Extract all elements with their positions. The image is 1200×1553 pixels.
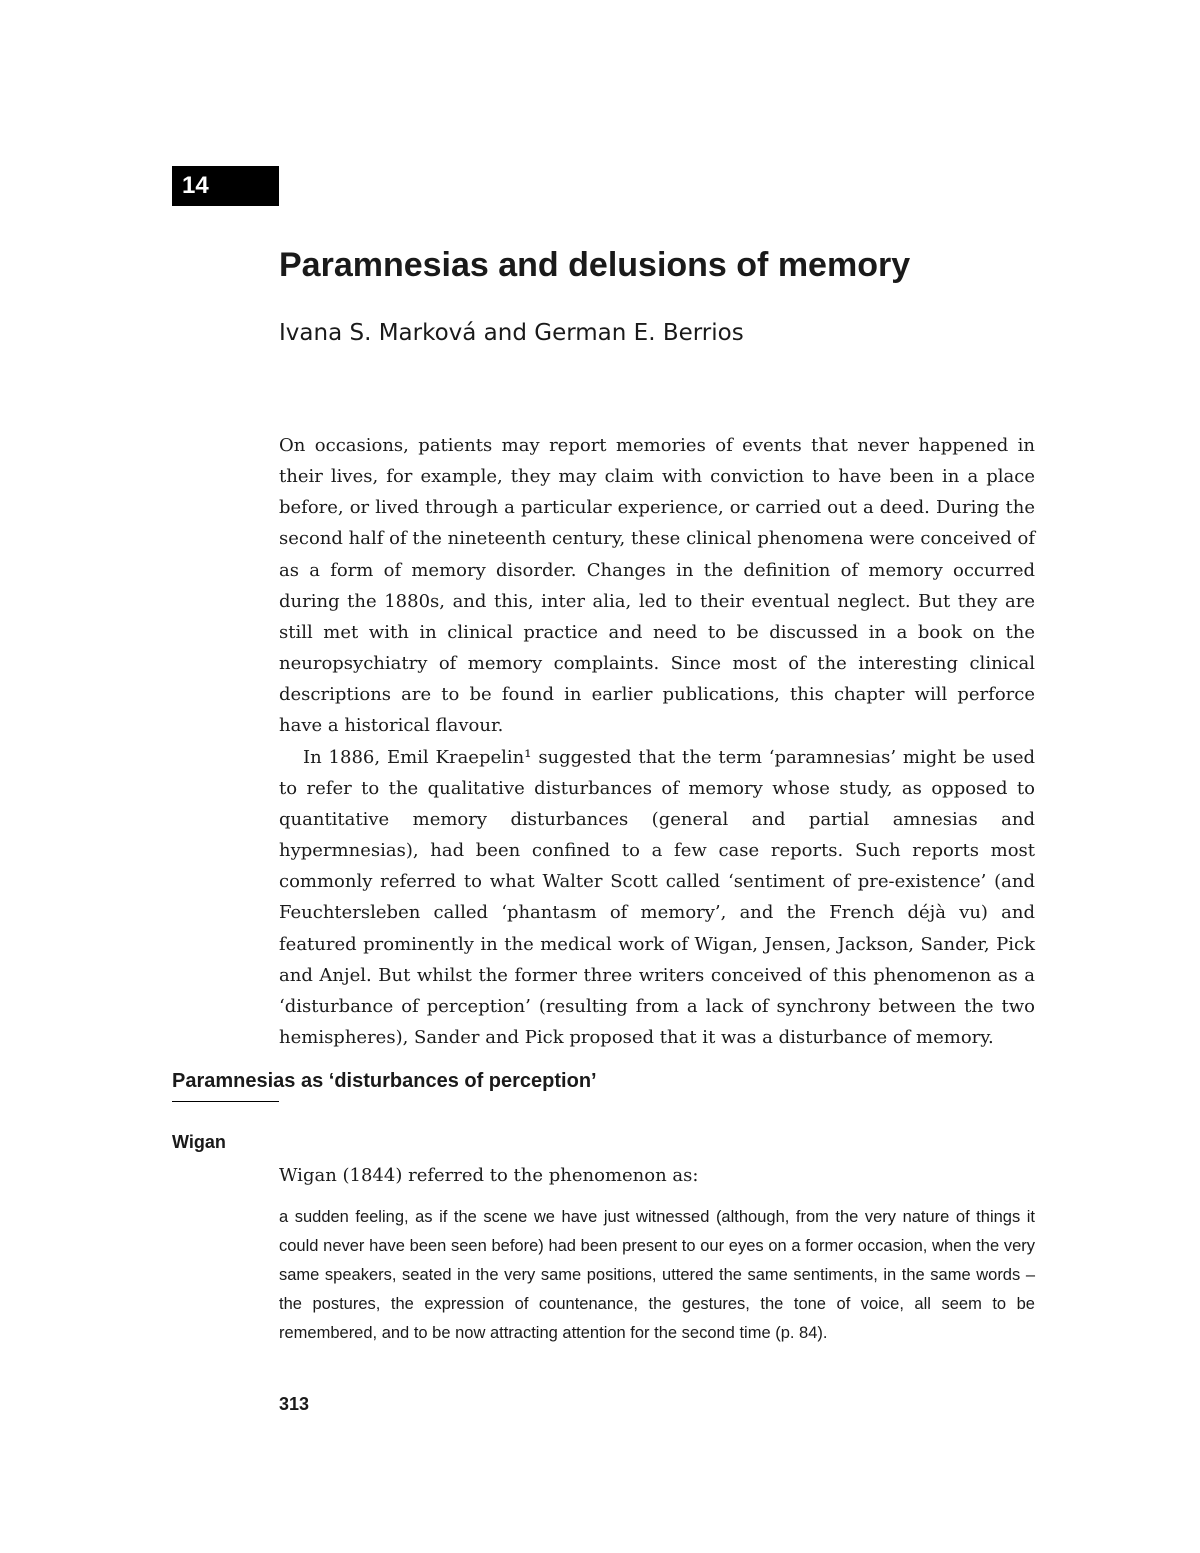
section-heading: Paramnesias as ‘disturbances of perception’ xyxy=(172,1070,597,1092)
chapter-number: 14 xyxy=(182,172,209,199)
quote-intro: Wigan (1844) referred to the phenomenon as: xyxy=(279,1165,699,1186)
chapter-number-badge xyxy=(172,166,279,206)
block-quote: a sudden feeling, as if the scene we have just witnessed (although, from the very nature of things it could never have been seen before) had been present to our eyes on a former occasion, when the very same speakers, seated in the very same positions, uttered the same sentiments, in the same words – the postures, the expression of countenance, the gestures, the tone of voice, all seem to be remembered, and to be now attracting attention for the second time (p. 84). xyxy=(279,1208,1035,1342)
body-text xyxy=(279,430,1035,1053)
subsection-heading: Wigan xyxy=(172,1132,226,1152)
chapter-authors: Ivana S. Marková and German E. Berrios xyxy=(279,320,744,346)
body-paragraph-2: In 1886, Emil Kraepelin¹ suggested that the term ‘paramnesias’ might be used to refer to the qualitative disturbances of memory whose study, as opposed to quantitative memory disturbances (general and partial amnesias and hypermnesias), had been confined to a few case reports. Such reports most commonly referred to what Walter Scott called ‘sentiment of pre-existence’ (and Feuchtersleben called ‘phantasm of memory’, and the French déjà vu) and featured prominently in the medical work of Wigan, Jensen, Jackson, Sander, Pick and Anjel. But whilst the former three writers conceived of this phenomenon as a ‘disturbance of perception’ (resulting from a lack of synchrony between the two hemispheres), Sander and Pick proposed that it was a disturbance of memory. xyxy=(279,746,1035,1048)
section-rule xyxy=(172,1101,279,1102)
chapter-title: Paramnesias and delusions of memory xyxy=(279,246,911,284)
page-number: 313 xyxy=(279,1394,310,1414)
body-paragraph-1: On occasions, patients may report memories of events that never happened in their lives, for example, they may claim with conviction to have been in a place before, or lived through a particular experience, or carried out a deed. During the second half of the nineteenth century, these clinical phenomena were conceived of as a form of memory disorder. Changes in the definition of memory occurred during the 1880s, and this, inter alia, led to their eventual neglect. But they are still met with in clinical practice and need to be discussed in a book on the neuropsychiatry of memory complaints. Since most of the interesting clinical descriptions are to be found in earlier publications, this chapter will perforce have a historical flavour. xyxy=(279,435,1035,737)
